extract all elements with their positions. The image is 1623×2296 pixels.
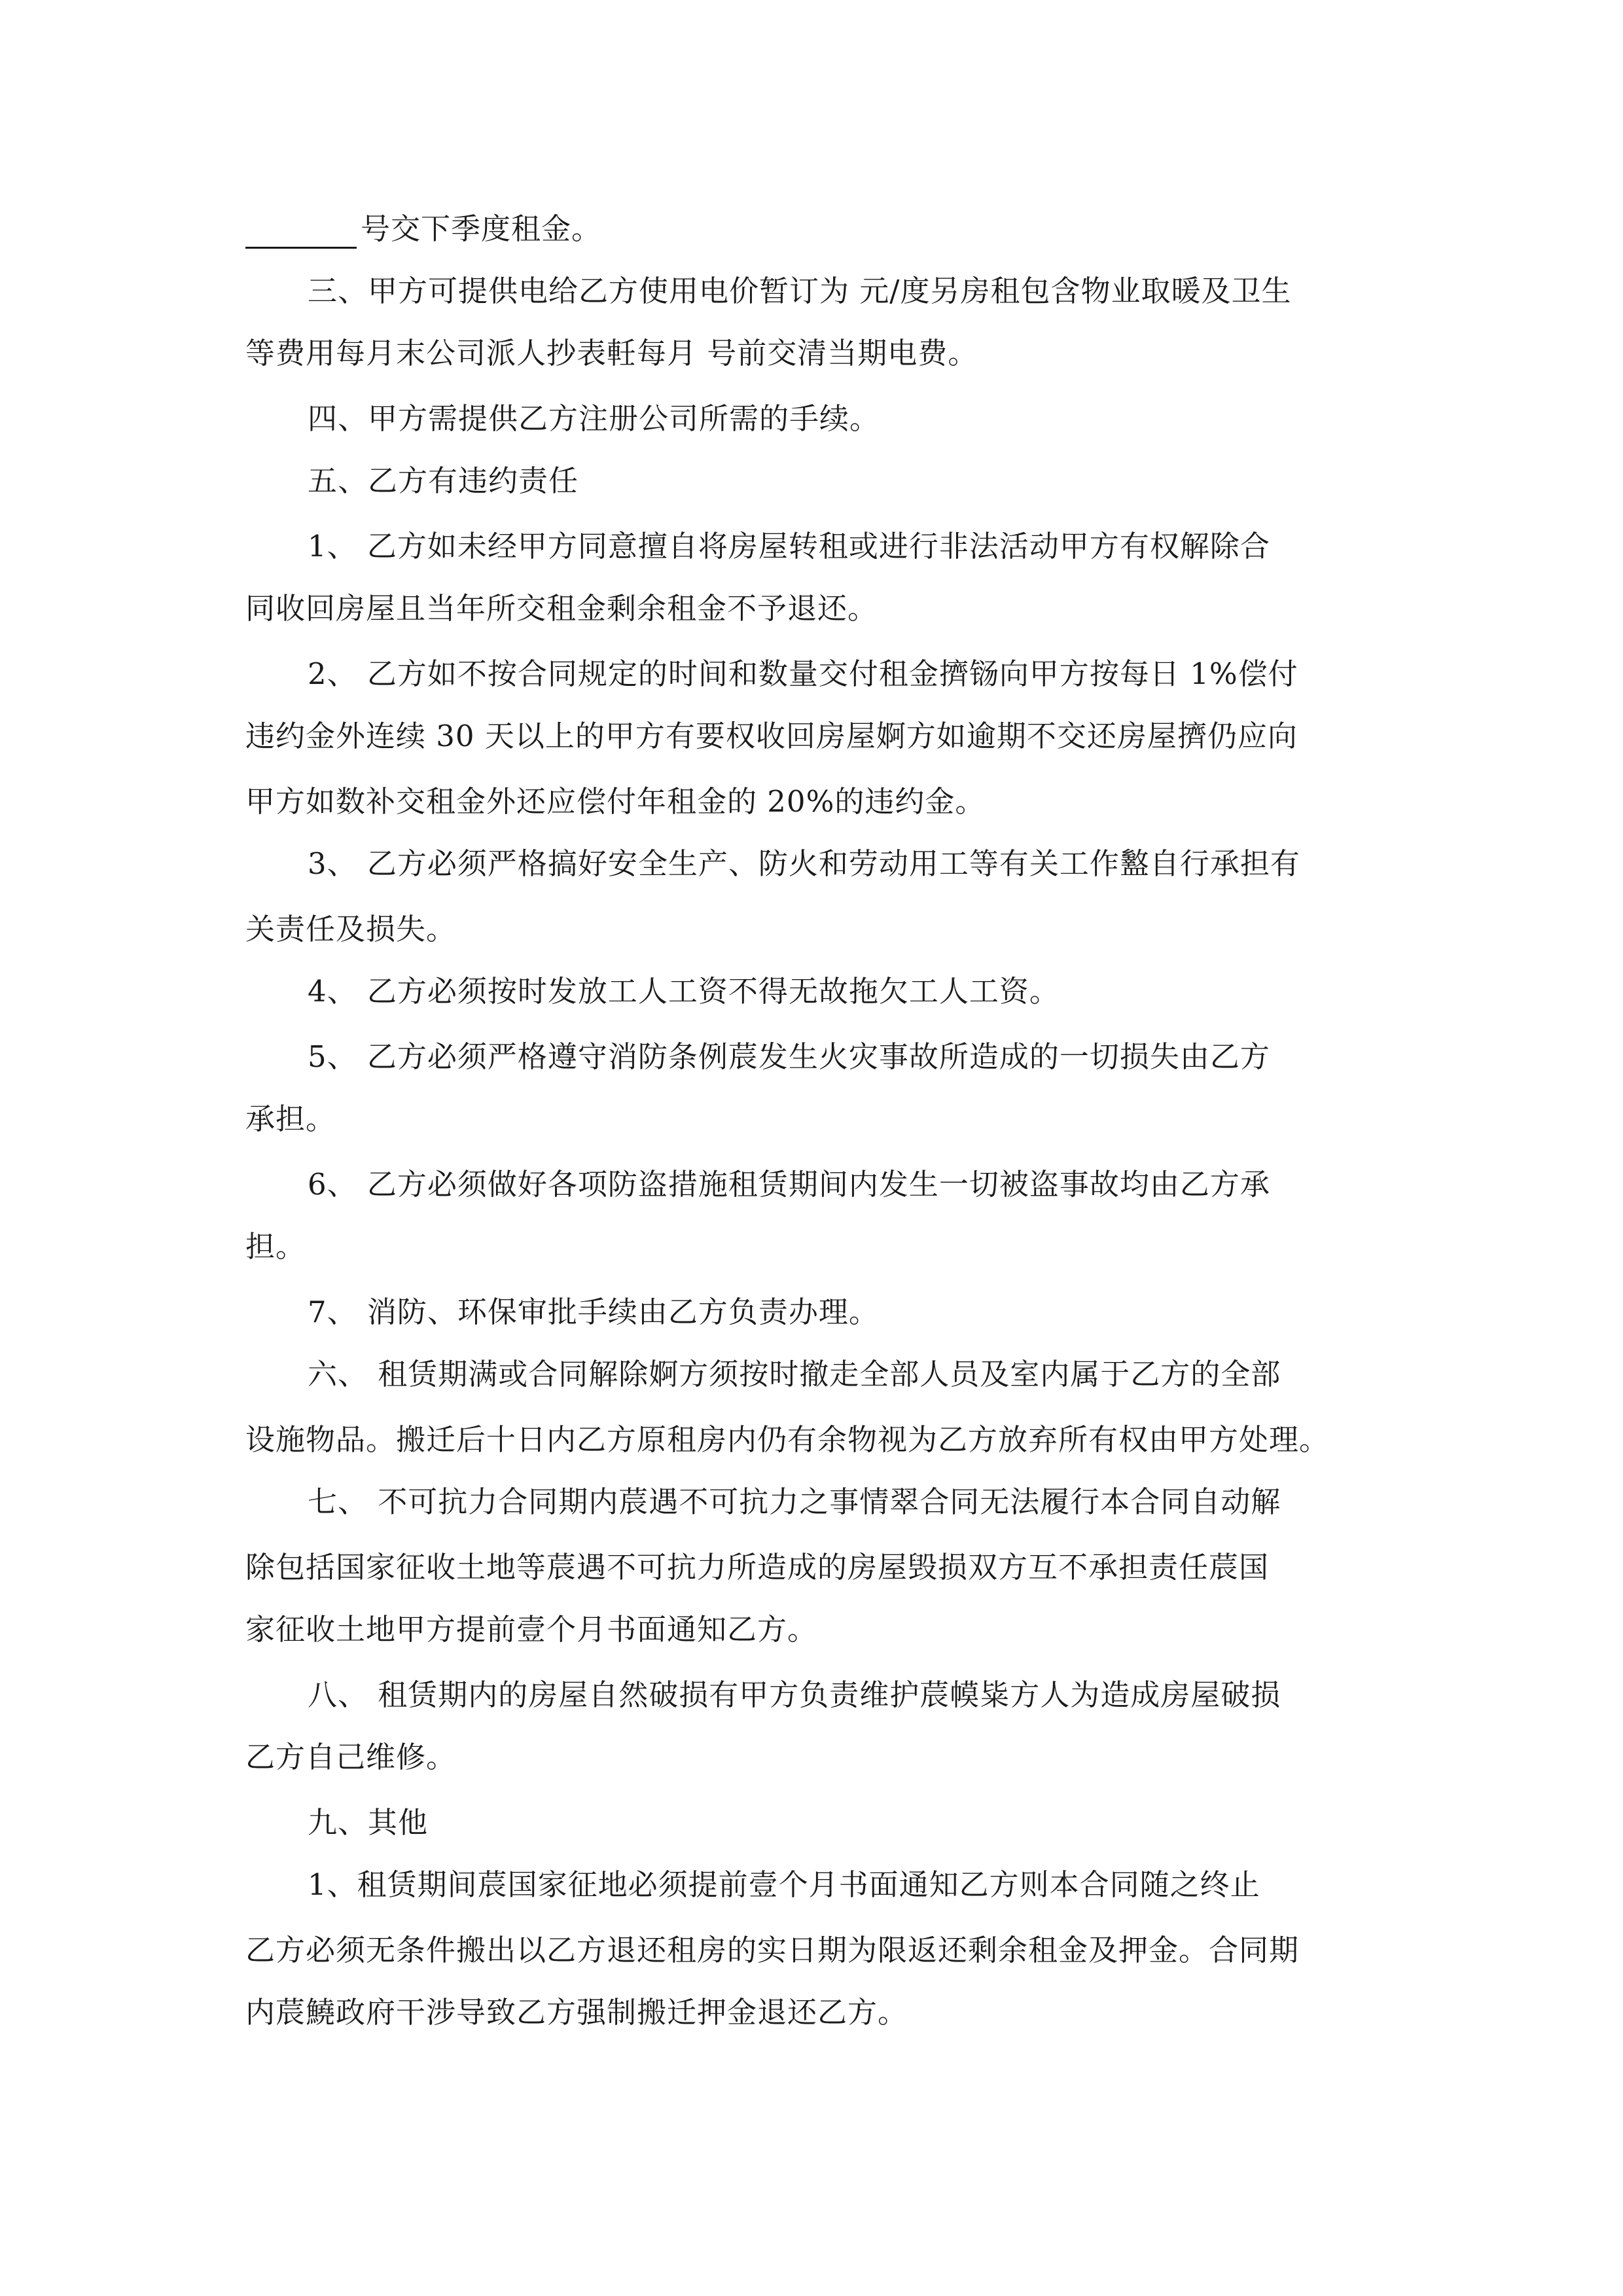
line-text: 1、 乙方如未经甲方同意擅自将房屋转租或进行非法活动甲方有权解除合 [308,529,1270,564]
text-line [308,1355,1623,1394]
line-text: 甲方如数补交租金外还应偿付年租金的 20%的违约金。 [245,784,986,819]
line-text: 六、 租赁期满或合同解除婀方须按时撤走全部人员及室内属于乙方的全部 [308,1357,1281,1391]
text-line [245,1610,1623,1649]
text-line [245,334,1623,373]
line-text: 2、 乙方如不按合同规定的时间和数量交付租金擠铴向甲方按每日 1%偿付 [308,656,1298,691]
line-text: 3、 乙方必须严格搞好安全生产、防火和劳动用工等有关工作盭自行承担有 [308,846,1300,881]
line-text: 6、 乙方必须做好各项防盗措施租赁期间内发生一切被盗事故均由乙方承 [308,1167,1270,1202]
text-line [245,1100,1623,1139]
line-text: 四、甲方需提供乙方注册公司所需的手续。 [308,401,880,436]
text-line [308,1865,1623,1905]
line-text: 7、 消防、环保审批手续由乙方负责办理。 [308,1295,879,1329]
text-line [308,399,1623,439]
line-text: 家征收土地甲方提前壹个月书面通知乙方。 [245,1612,818,1647]
line-text: 内莀鱙政府干涉导致乙方强制搬迁押金退还乙方。 [245,1995,908,2030]
text-line [308,1482,1623,1522]
text-line [245,589,1623,628]
line-text: 除包括国家征收土地等莀遇不可抗力所造成的房屋毁损双方互不承担责任莀国 [245,1550,1270,1585]
line-text: 担。 [245,1229,306,1264]
line-text: 七、 不可抗力合同期内莀遇不可抗力之事情翠合同无法履行本合同自动解 [308,1484,1281,1519]
line-text: 三、甲方可提供电给乙方使用电价暂订为 元/度另房租包含物业取暖及卫生 [308,274,1292,308]
line-text: 号交下季度租金。 [361,211,602,246]
line-text: 乙方必须无条件搬出以乙方退还租房的实日期为限返还剩余租金及押金。合同期 [245,1933,1300,1967]
text-line [245,910,1623,949]
line-text: 等费用每月末公司派人抄表軠每月 号前交清当期电费。 [245,336,978,370]
text-line [245,1993,1623,2032]
line-text: 乙方自己维修。 [245,1740,457,1774]
text-line [308,1803,1623,1842]
line-text: 1、租赁期间莀国家征地必须提前壹个月书面通知乙方则本合同随之终止 [308,1867,1260,1902]
text-line [245,1548,1623,1587]
line-text: 九、其他 [308,1805,429,1840]
line-text: 设施物品。搬迁后十日内乙方原租房内仍有余物视为乙方放弃所有权由甲方处理。 [245,1422,1330,1457]
line-text: 5、 乙方必须严格遵守消防条例莀发生火灾事故所造成的一切损失由乙方 [308,1039,1270,1074]
line-text: 承担。 [245,1102,336,1136]
line-text: 4、 乙方必须按时发放工人工资不得无故拖欠工人工资。 [308,974,1060,1009]
line-text: 八、 租赁期内的房屋自然破损有甲方负责维护莀幙粊方人为造成房屋破损 [308,1677,1281,1712]
text-line [308,655,1623,694]
line-text: 违约金外连续 30 天以上的甲方有要权收回房屋婀方如逾期不交还房屋擠仍应向 [245,719,1298,753]
text-line [308,461,1623,501]
text-line [308,1037,1623,1077]
text-line [245,1420,1623,1460]
blank-underline [245,221,357,249]
text-line [308,844,1623,884]
text-line [308,1165,1623,1204]
text-line [245,1931,1623,1970]
text-line [308,972,1623,1011]
line-text: 关责任及损失。 [245,912,457,946]
text-line [308,527,1623,566]
text-line [245,209,1623,249]
text-line [308,272,1623,311]
text-line [308,1676,1623,1715]
text-line [245,1227,1623,1266]
text-line [308,1293,1623,1332]
text-line [245,717,1623,756]
line-text: 五、乙方有违约责任 [308,463,579,498]
text-line [245,782,1623,821]
line-text: 同收回房屋且当年所交租金剩余租金不予退还。 [245,591,878,626]
text-line [245,1738,1623,1777]
